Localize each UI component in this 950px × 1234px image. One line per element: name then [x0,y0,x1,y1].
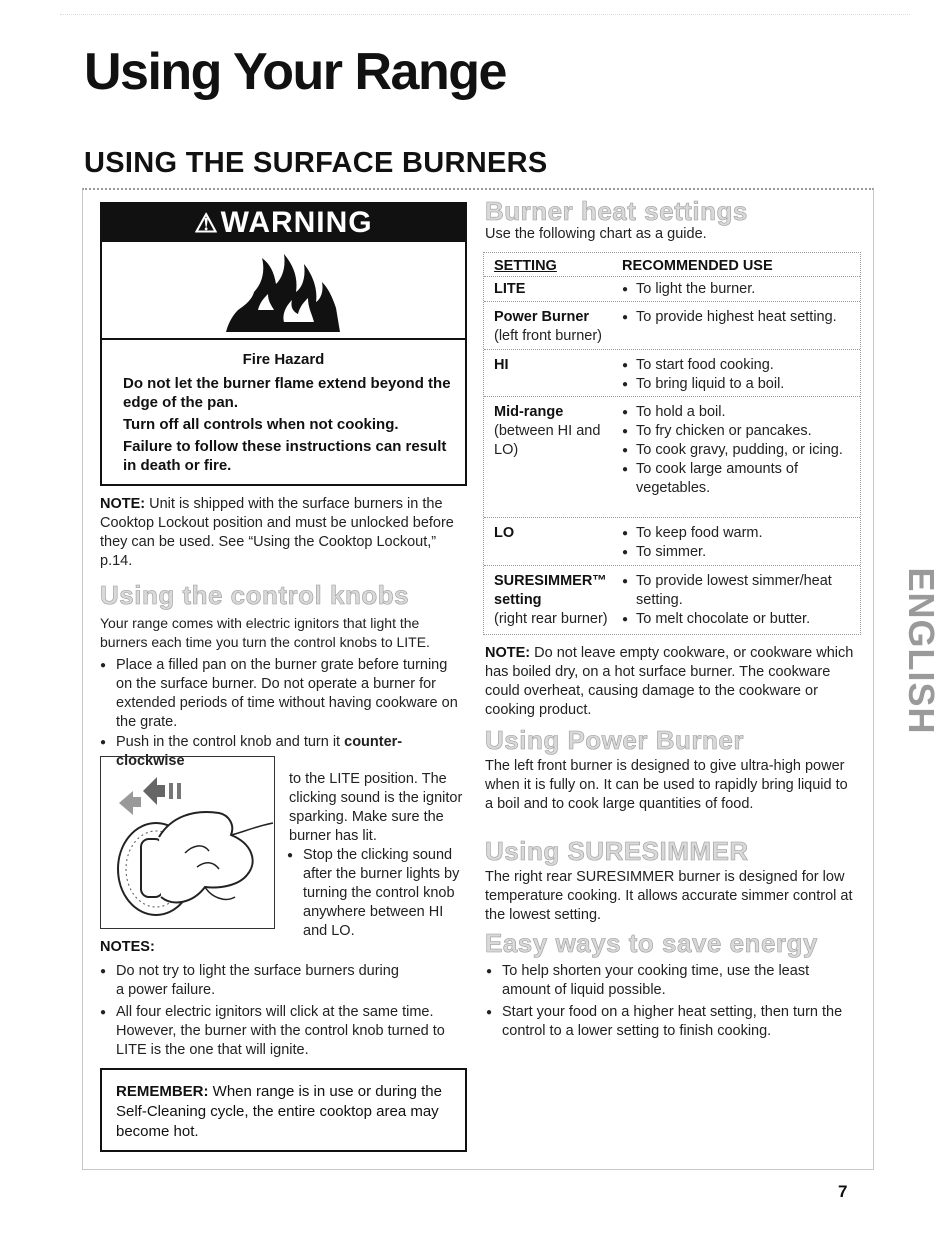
note-text: Unit is shipped with the surface burners in the Cooktop Lockout position and must be unlocked before they can be used. See “Using the Cooktop Lockout,” p.14. [100,496,454,569]
setting-cell [494,403,614,460]
heat-settings-intro: Use the following chart as a guide. [485,226,707,242]
bullet2-bold: counter-clockwise [116,734,403,769]
setting-name: Power Burner [494,309,590,325]
suresimmer-text: The right rear SURESIMMER burner is designed for low temperature cooking. It allows accurate simmer control at the lowest setting. [485,869,853,923]
power-burner-text: The left front burner is designed to give ultra-high power when it is fully on. It can be used to rapidly bring liquid to a boil and to cook large quantities of food. [485,758,848,812]
note-label: NOTE: [485,645,531,661]
setting-uses [622,524,857,562]
fire-icon [224,248,342,334]
setting-detail: (right rear burner) [494,611,608,627]
setting-cell [494,308,602,346]
table-row [484,396,860,518]
note-cookware [485,644,855,720]
table-row [484,517,860,565]
heat-settings-heading: Burner heat settings [485,196,748,226]
power-burner-heading: Using Power Burner [485,725,744,755]
energy-heading: Easy ways to save energy [485,928,818,958]
use-item: ● To cook large amounts of vegetables. [622,460,857,498]
notes-item-2: ● All four electric ignitors will click at the same time. However, the burner with the control knob turned to LITE is the one that will ignite. [116,1003,466,1060]
use-item: ● To light the burner. [622,280,857,299]
setting-name: LO [494,525,515,541]
page-title: Using Your Range [84,43,506,101]
use-item: ● To hold a boil. [622,403,857,422]
setting-name: Mid-range [494,404,564,420]
setting-uses [622,308,857,327]
table-header-use: RECOMMENDED USE [622,258,773,274]
use-item: ● To cook gravy, pudding, or icing. [622,441,857,460]
use-item: ● To keep food warm. [622,524,857,543]
remember-label: REMEMBER: [116,1083,209,1100]
setting-uses [622,572,857,629]
setting-name: SURESIMMER™ setting [494,573,607,608]
warning-line-3: Failure to follow these instructions can result in death or fire. [123,438,447,474]
top-dotted-rule [60,14,910,15]
knob-illustration-box [100,756,275,929]
table-row [484,565,860,635]
energy-item-1: ● To help shorten your cooking time, use the least amount of liquid possible. [502,962,857,1000]
table-row [484,301,860,349]
side-tab-label: ENGLISH [901,567,942,735]
heat-settings-table [483,252,861,635]
setting-name: HI [494,357,509,373]
warning-divider [102,338,465,340]
setting-detail: (between HI and LO) [494,423,601,458]
setting-uses [622,403,857,498]
suresimmer-heading: Using SURESIMMER [485,836,749,866]
control-knobs-bullet-1: ● Place a filled pan on the burner grate before turning on the surface burner. Do not operate a burner for extended periods of time without having cookware on the grate. [116,656,466,732]
use-item: ● To melt chocolate or butter. [622,610,857,629]
control-knob-illustration [101,757,274,928]
setting-cell [494,572,619,629]
language-side-tab [900,560,942,746]
table-row [484,349,860,397]
warning-triangle-icon: ⚠ [194,208,219,238]
remember-box [100,1068,467,1152]
use-item: ● To fry chicken or pancakes. [622,422,857,441]
page-number: 7 [838,1182,848,1201]
bullet2-start: Push in the control knob and turn it [116,734,341,750]
remember-text: When range is in use or during the Self-Cleaning cycle, the entire cooktop area may become hot. [116,1083,442,1140]
setting-detail: (left front burner) [494,328,602,344]
setting-uses [622,280,857,299]
use-item: ● To provide highest heat setting. [622,308,857,327]
use-item: ● To provide lowest simmer/heat setting. [622,572,857,610]
energy-item-2: ● Start your food on a higher heat setting, then turn the control to a lower setting to finish cooking. [502,1003,857,1041]
warning-box [100,202,467,486]
warning-header [102,204,465,242]
control-knobs-heading: Using the control knobs [100,580,410,610]
note-label: NOTE: [100,496,146,512]
warning-header-label: WARNING [220,206,373,239]
warning-line-1: Do not let the burner flame extend beyond the edge of the pan. [123,375,451,411]
fire-hazard-label: Fire Hazard [242,351,325,368]
control-knobs-sub-bullet: ● Stop the clicking sound after the burner lights by turning the control knob anywhere between HI and LO. [303,846,465,941]
table-header-setting: SETTING [494,258,557,274]
warning-line-2: Turn off all controls when not cooking. [123,416,399,433]
table-row [484,276,860,300]
notes-heading: NOTES: [100,939,155,955]
control-knobs-intro: Your range comes with electric ignitors that light the burners each time you turn the control knobs to LITE. [100,615,430,650]
setting-uses [622,356,857,394]
use-item: ● To simmer. [622,543,857,562]
use-item: ● To start food cooking. [622,356,857,375]
note-text: Do not leave empty cookware, or cookware which has boiled dry, on a hot surface burner. The cookware could overheat, causing damage to the cookware or cooking product. [485,645,854,718]
control-knobs-bullet-2-rest: to the LITE position. The clicking sound is the ignitor sparking. Make sure the burner has lit. [289,771,463,844]
use-item: ● To bring liquid to a boil. [622,375,857,394]
notes-item-1: ● Do not try to light the surface burners during a power failure. [116,962,406,1000]
setting-name: LITE [494,281,526,297]
section-title: USING THE SURFACE BURNERS [84,147,548,179]
note-lockout [100,495,470,571]
